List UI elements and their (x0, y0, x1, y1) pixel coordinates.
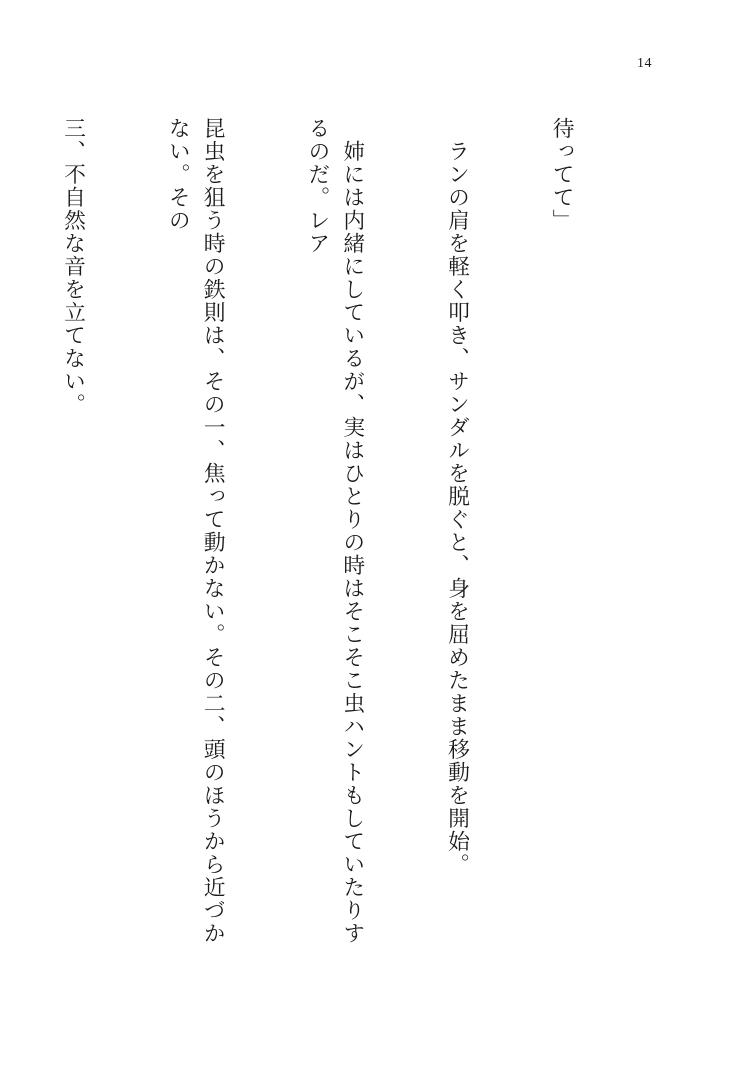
text-line: 三、不自然な音を立てない。 (60, 117, 86, 416)
page-number: 14 (637, 56, 652, 71)
text-line: ランの肩を軽く叩き、サンダルを脱ぐと、身を屈めたまま移動を開始。 (444, 117, 470, 876)
text-line: 待ってて」 (549, 117, 575, 232)
text-line: 姉には内緒にしているが、実はひとりの時はそこそこ虫ハントもしていたりするのだ。レア (304, 117, 365, 945)
text-line: 昆虫を狙う時の鉄則は、その一、焦って動かない。その二、頭のほうから近づかない。その (165, 117, 226, 945)
vertical-text-body (0, 117, 648, 967)
